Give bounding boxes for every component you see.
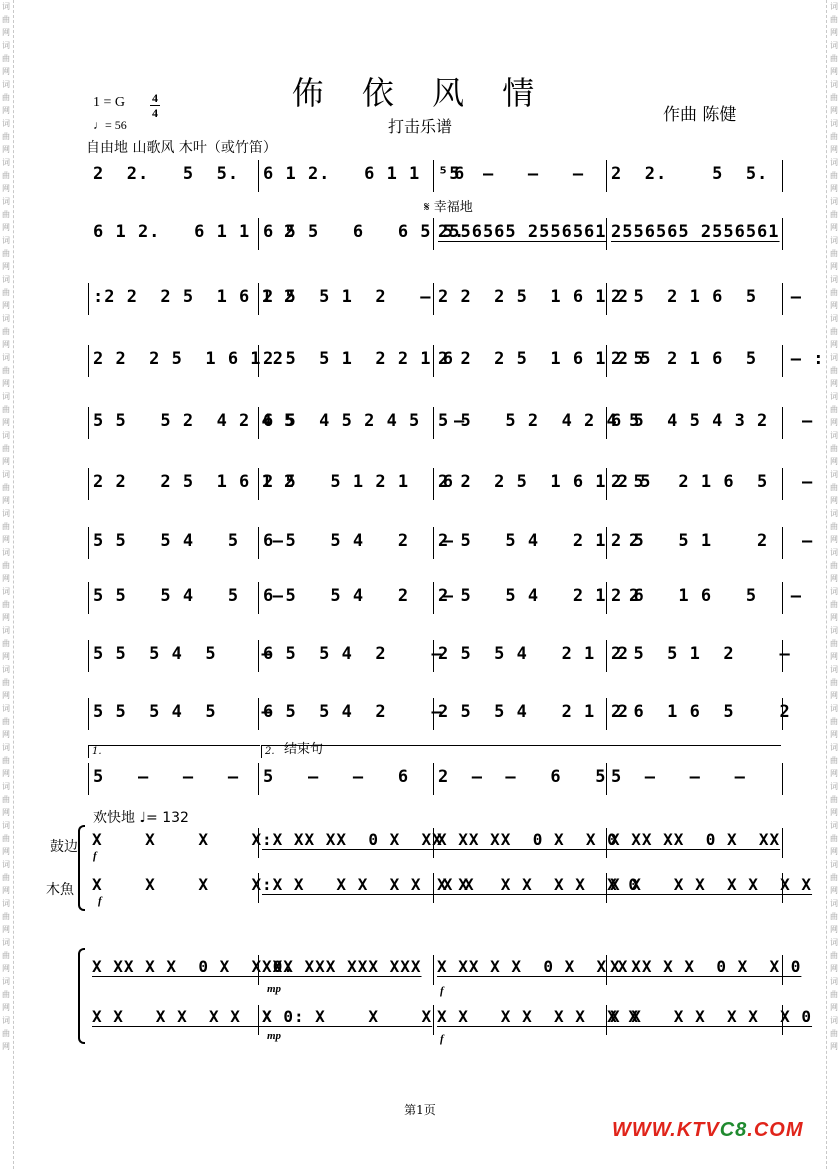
percussion-measure: XXX XXX XXX XXX	[262, 957, 422, 976]
site-part-b: C8	[719, 1119, 748, 1141]
measure: :2 2 2 5 1 6 1 2	[93, 287, 296, 307]
measure: 2 5 5 1 2 –	[611, 644, 791, 664]
volta-second: 2.	[261, 745, 781, 758]
measure: 5 5 5 4 5 –	[93, 702, 273, 722]
measure: 2 5 2 1 6 5 –	[611, 287, 802, 307]
watermark-right: 词曲网词曲网词曲网词曲网词曲网词曲网词曲网词曲网词曲网词曲网词曲网词曲网词曲网词曲网词曲网词曲网词曲网词曲网词曲网词曲网词曲网词曲网词曲网词曲网词曲网词曲网词曲网	[826, 0, 839, 1169]
bar-line	[88, 468, 89, 500]
score-row	[88, 345, 825, 385]
score-row	[88, 468, 814, 508]
measure: 6 1 2. 6 1 1 2	[93, 222, 296, 242]
percussion-measure: X X X X X X X X	[437, 1007, 640, 1026]
percussion-measure: X XX XX 0 X X 0	[437, 830, 618, 849]
measure: 6 5 5 4 2 –	[263, 702, 443, 722]
dynamic-f-3: f	[440, 985, 444, 997]
percussion-measure: X XX X X 0 X X 0:	[92, 957, 295, 976]
measure: 6 5 5 4 2 –	[263, 586, 454, 606]
bar-line	[88, 407, 89, 439]
bar-line	[88, 283, 89, 315]
measure: 2 2 2 5 1 6 1 2 5	[438, 349, 652, 369]
percussion-measure: X X X X X X X 0:	[92, 1007, 305, 1026]
dynamic-mp-1: mp	[267, 983, 282, 995]
percussion-row	[88, 873, 813, 905]
measure: 2 5 5 4 2 1 2	[438, 531, 641, 551]
instrument-woodblock: 木魚	[46, 882, 74, 898]
measure: 2 2 2 5 1 6 1 2	[93, 472, 296, 492]
measure: 6 5 5 4 2 –	[263, 644, 443, 664]
percussion-row	[88, 955, 802, 987]
score-row	[88, 527, 814, 567]
measure: 6 1 2. 6 1 1 6	[263, 164, 466, 184]
percussion-measure: X X X X X X X 0	[610, 1007, 813, 1026]
measure: 2 2. 5 5.	[93, 164, 240, 184]
measure: 5 5 5 2 4 2 4 5	[93, 411, 296, 431]
measure: 6 5 4 5 4 3 2 –	[611, 411, 814, 431]
measure: 2 2 2 5 1 6 1 2	[93, 349, 284, 369]
measure: 2556565 2556561	[611, 222, 780, 242]
percussion-measure: X X X X	[92, 875, 263, 894]
time-top: 4	[152, 91, 158, 105]
volta-first: 1.	[88, 745, 260, 758]
measure: 2 5 5 1 2 1 6	[263, 472, 454, 492]
dynamic-f-4: f	[440, 1033, 444, 1045]
measure: 6 5 5 6 6 5 5.	[263, 222, 466, 242]
measure: 5 – – –	[93, 767, 240, 787]
bar-line	[258, 160, 259, 192]
page-number: 第1页	[404, 1103, 436, 1117]
measure: 5 5 5 4 5 –	[93, 586, 284, 606]
percussion-row	[88, 1005, 813, 1037]
bar-line	[433, 763, 434, 795]
measure: 5 5 5 4 5 –	[93, 531, 284, 551]
tempo-change: 欢快地 ♩= 132	[93, 810, 189, 826]
dynamic-mp-2: mp	[267, 1030, 282, 1042]
ending-label: 结束句	[284, 742, 324, 757]
segno-marker: 𝄋 幸福地	[424, 200, 473, 215]
measure: 5 5 5 2 4 2 4 5	[438, 411, 641, 431]
bar-line	[782, 218, 783, 250]
score-row	[88, 763, 783, 803]
measure: 2 2 2 5 1 6 1 2 5	[438, 472, 652, 492]
measure: 2 5 2 1 6 5 – :	[611, 349, 825, 369]
bar-line	[88, 527, 89, 559]
style-instruction: 自由地 山歌风 木叶（或竹笛）	[86, 140, 277, 156]
dynamic-f-2: f	[98, 895, 102, 907]
bar-line	[433, 955, 434, 985]
measure: 2 – – 6 5	[438, 767, 607, 787]
bar-line	[782, 763, 783, 795]
percussion-measure: X X X X X X X X	[610, 875, 813, 894]
measure: 2 5 5 4 2 1 2	[438, 644, 629, 664]
measure: 2 5 5 4 2 1 2	[438, 586, 641, 606]
bar-line	[88, 698, 89, 730]
percussion-measure: X X X X X X X 0	[437, 875, 640, 894]
measure: 2 2. 5 5.	[611, 164, 769, 184]
bar-line	[782, 160, 783, 192]
measure: 5 5 5 4 5 –	[93, 644, 273, 664]
bar-line	[433, 1005, 434, 1035]
bar-line	[88, 763, 89, 795]
percussion-measure: X X X X	[92, 830, 263, 849]
measure: 6 5 5 4 2 –	[263, 531, 454, 551]
system-brace-2	[78, 948, 85, 1044]
measure: 6 5 4 5 2 4 5 –	[263, 411, 466, 431]
score-row	[88, 160, 783, 200]
bar-line	[433, 283, 434, 315]
percussion-row	[88, 828, 783, 860]
percussion-measure: X XX X X 0 X X 0	[610, 957, 802, 976]
instrument-drum: 鼓边	[50, 839, 78, 855]
measure: 5 – – –	[611, 767, 746, 787]
score-row	[88, 698, 791, 738]
score-row	[88, 407, 814, 447]
score-row	[88, 582, 802, 622]
measure: 2 5 2 1 6 5 –	[611, 472, 814, 492]
site-part-c: .COM	[747, 1119, 804, 1141]
watermark-left: 词曲网词曲网词曲网词曲网词曲网词曲网词曲网词曲网词曲网词曲网词曲网词曲网词曲网词曲网词曲网词曲网词曲网词曲网词曲网词曲网词曲网词曲网词曲网词曲网词曲网词曲网词曲网	[1, 0, 14, 1169]
score-row	[88, 283, 802, 323]
bar-line	[88, 640, 89, 672]
percussion-measure: :X X X X X X X X	[262, 875, 475, 894]
percussion-measure: X X X X	[262, 1007, 433, 1026]
composer-credit: 作曲 陈健	[663, 105, 737, 125]
measure: 5 – – 6	[263, 767, 410, 787]
percussion-measure: X XX XX 0 X XX	[610, 830, 781, 849]
page-title: 佈 依 风 情	[291, 74, 549, 112]
measure: 2 5 5 1 2 2 1 6	[263, 349, 454, 369]
dynamic-f-1: f	[93, 850, 97, 862]
bar-line	[782, 828, 783, 858]
percussion-measure: X XX X X 0 X X X	[437, 957, 629, 976]
measure: ⁵5 – – –	[438, 164, 585, 184]
page-subtitle: 打击乐谱	[387, 117, 452, 136]
bar-line	[258, 763, 259, 795]
measure: 2 5 5 1 2 –	[263, 287, 432, 307]
measure: 2 6 1 6 5 2	[611, 702, 791, 722]
site-watermark	[612, 1119, 804, 1142]
score-row	[88, 640, 791, 680]
score-row	[88, 218, 783, 258]
tempo-marking: ♩= 56	[93, 118, 127, 132]
measure: 2 5 5 1 2 –	[611, 531, 814, 551]
percussion-measure: :X XX XX 0 X XX	[262, 830, 443, 849]
measure: 2556565 2556561	[438, 222, 607, 242]
site-part-a: WWW.KTV	[612, 1119, 720, 1141]
measure: 2 6 1 6 5 –	[611, 586, 802, 606]
system-brace-1	[78, 825, 85, 911]
time-signature	[150, 91, 160, 120]
bar-line	[606, 160, 607, 192]
key-signature: 1 = G	[93, 95, 126, 110]
measure: 2 2 2 5 1 6 1 2	[438, 287, 629, 307]
bar-line	[88, 582, 89, 614]
time-bottom: 4	[152, 106, 158, 120]
bar-line	[88, 345, 89, 377]
measure: 2 5 5 4 2 1 2	[438, 702, 629, 722]
